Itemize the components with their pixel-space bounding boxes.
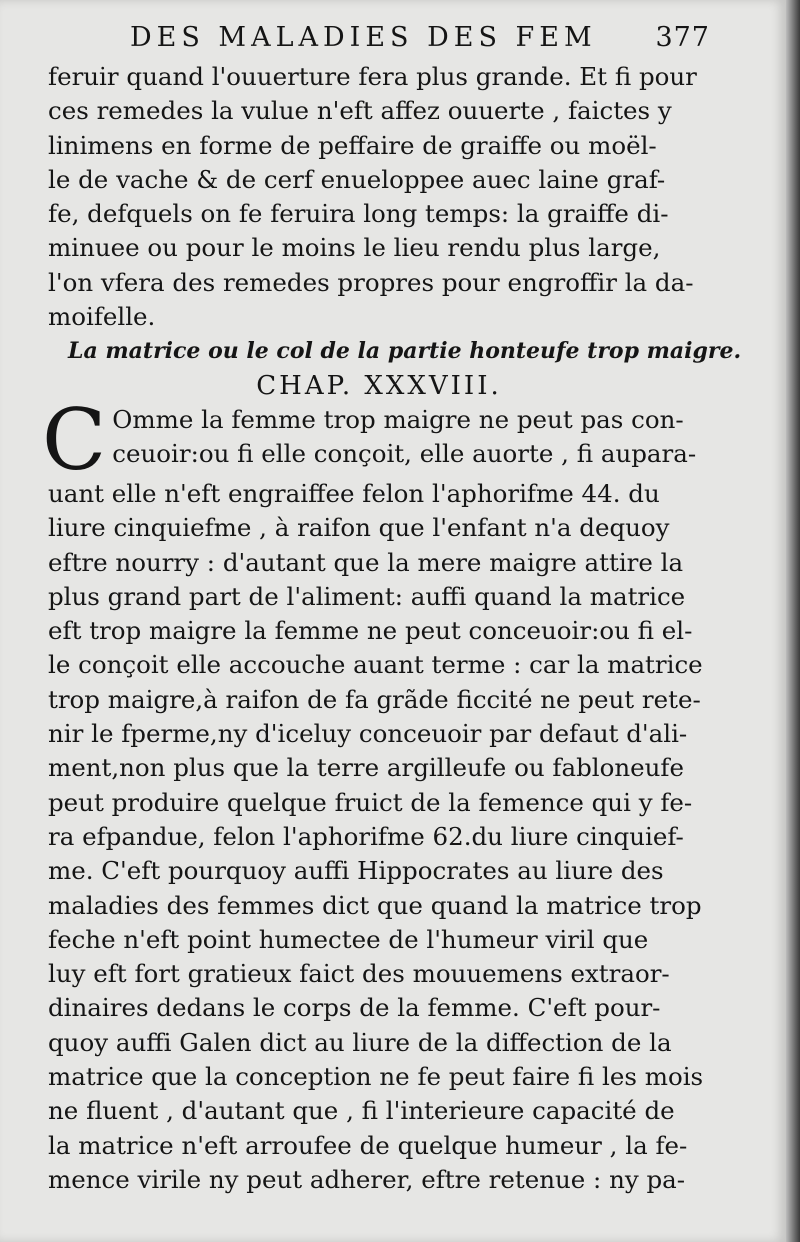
paragraph-previous — [48, 60, 710, 334]
text-line: feruir quand l'ouuerture fera plus grande. Et fi pour — [48, 62, 697, 91]
text-line: trop maigre,à raifon de fa grãde ficcité ne peut rete- — [48, 684, 701, 714]
text-line: plus grand part de l'aliment: auffi quand la matrice — [48, 581, 686, 611]
text-line: ces remedes la vulue n'eft affez ouuerte , faictes y — [48, 96, 672, 126]
text-line: ceuoir:ou fi elle conçoit, elle auorte , fi auparа- — [112, 439, 697, 469]
page-edge-shadow — [786, 0, 800, 1242]
page-number: 377 — [655, 22, 710, 53]
text-line: la matrice n'eft arroufee de quelque humeur , la fe- — [48, 1130, 688, 1160]
text-line: mence virile ny peut adherer, eftre retenue : ny pa- — [48, 1164, 686, 1194]
chapter-paragraph — [42, 390, 710, 1197]
text-line: fe, defquels on fe feruira long temps: la graiffe di- — [48, 199, 669, 229]
text-line: eftre nourry : d'autant que la mere maigre attire la — [48, 547, 684, 577]
text-line: quoy auffi Galen dict au liure de la diffection de la — [48, 1027, 672, 1057]
text-line: linimens en forme de peffaire de graiffe ou moël- — [48, 130, 657, 160]
text-line: l'on vfera des remedes propres pour engroffir la da- — [48, 267, 694, 297]
text-line: peut produire quelque fruict de la femence qui y fe- — [48, 787, 693, 817]
text-line: dinaires dedans le corps de la femme. C'eft pour- — [48, 993, 661, 1023]
chapter-heading: CHAP. XXXVIII. — [256, 370, 502, 401]
text-line: uant elle n'eft engraiffee felon l'aphorifme 44. du — [48, 478, 660, 508]
text-line: eft trop maigre la femme ne peut conceuoir:ou fi el- — [48, 616, 693, 646]
text-line: nir le fperme,ny d'iceluy conceuoir par defaut d'ali- — [48, 719, 688, 749]
text-line: feche n'eft point humectee de l'humeur viril que — [48, 924, 649, 954]
text-line: Omme la femme trop maigre ne peut pas con- — [112, 404, 684, 434]
text-line: minuee ou pour le moins le lieu rendu plus large, — [48, 233, 661, 263]
page-body — [42, 60, 742, 1197]
text-line: moifelle. — [48, 302, 156, 332]
page-header — [130, 22, 710, 58]
text-line: maladies des femmes dict que quand la matrice trop — [48, 890, 702, 920]
text-line: le conçoit elle accouche auant terme : car la matrice — [48, 650, 703, 680]
running-head: DES MALADIES DES FEM — [130, 22, 597, 53]
text-line: luy eft fort gratieux faict des mouuemens extraor- — [48, 959, 670, 989]
text-line: le de vache & de cerf enueloppee auec laine graf- — [48, 164, 666, 194]
section-rubric: La matrice ou le col de la partie honteufe trop maigre. — [68, 338, 742, 365]
text-line: ra efpandue, felon l'aphorifme 62.du liure cinquief- — [48, 821, 684, 851]
text-line: liure cinquiefme , à raifon que l'enfant n'a dequoy — [48, 513, 670, 543]
text-line: matrice que la conception ne fe peut faire fi les mois — [48, 1062, 704, 1092]
text-line: ne fluent , d'autant que , fi l'interieure capacité de — [48, 1096, 675, 1126]
drop-cap: C — [42, 390, 107, 489]
text-line: me. C'eft pourquoy auffi Hippocrates au liure des — [48, 856, 664, 886]
text-line: ment,non plus que la terre argilleufe ou fabloneufe — [48, 753, 684, 783]
